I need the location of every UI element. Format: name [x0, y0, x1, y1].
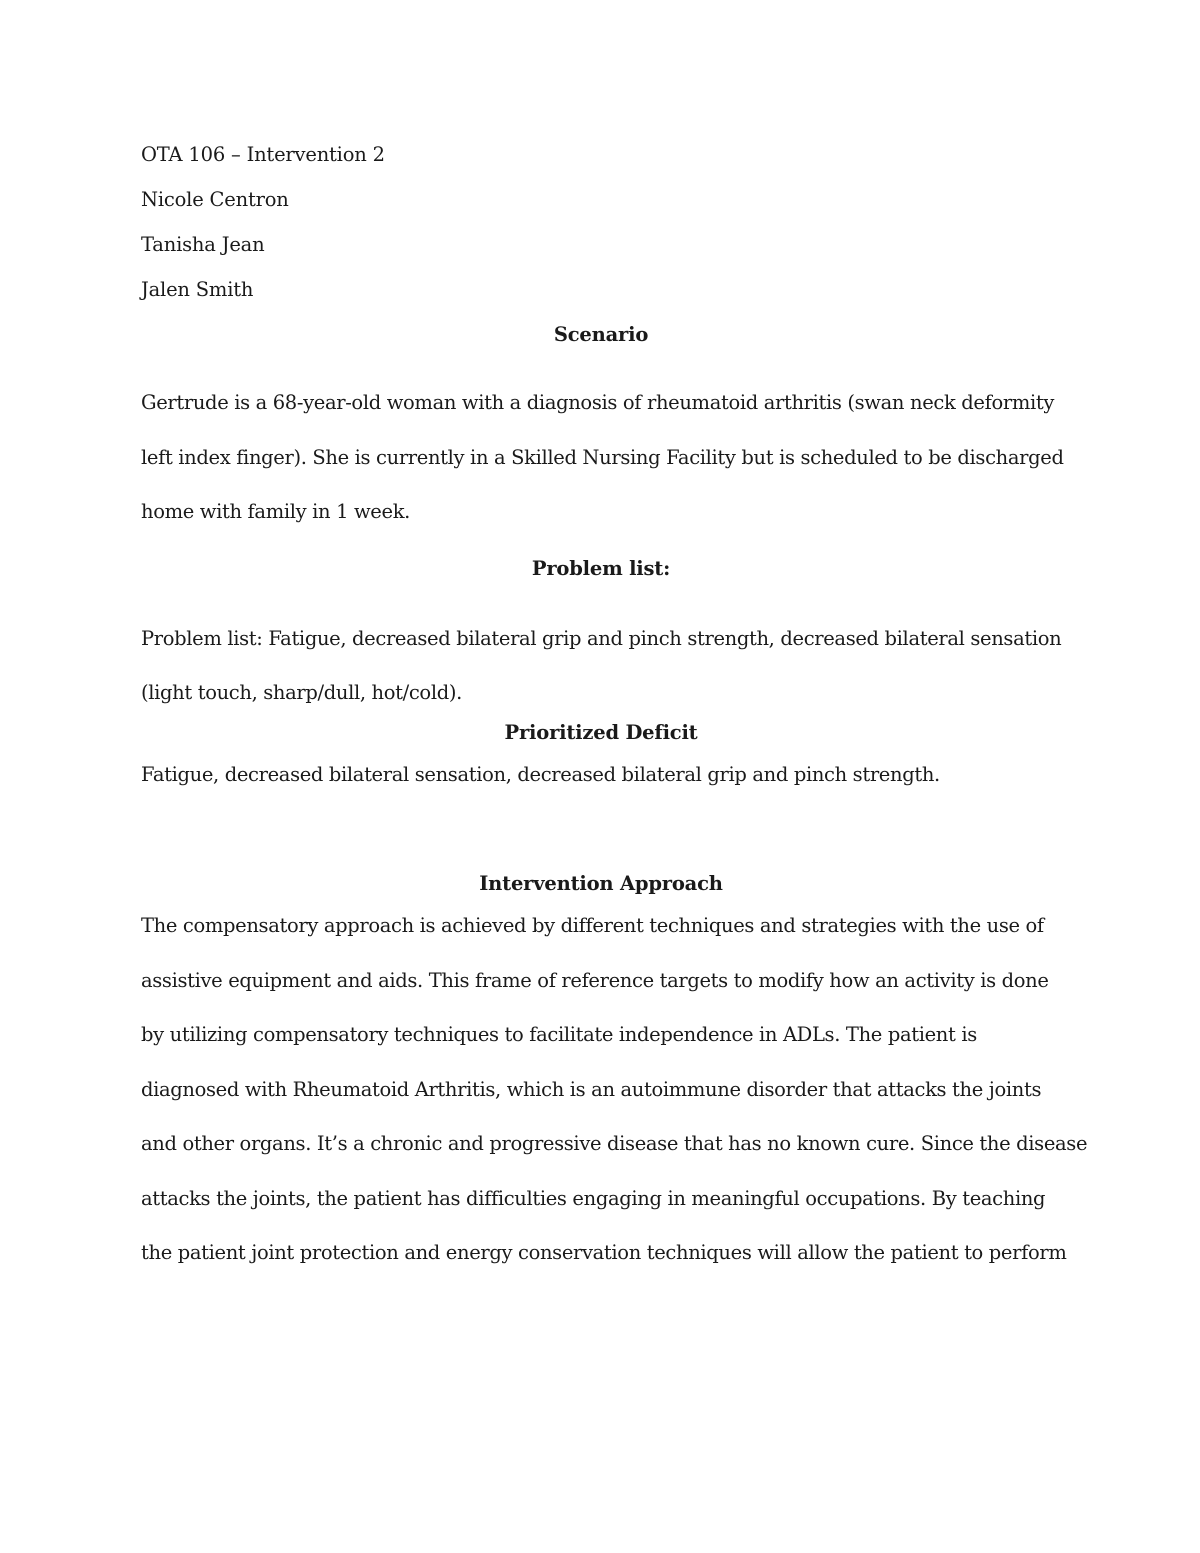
author-name: Jalen Smith: [141, 278, 254, 301]
course-title: OTA 106 – Intervention 2: [141, 143, 385, 166]
section-heading-intervention-approach: Intervention Approach: [479, 872, 723, 895]
paragraph-line: the patient joint protection and energy conservation techniques will allow the patient to perform: [141, 1241, 1067, 1264]
scenario-paragraph: [141, 376, 1064, 540]
author-name: Nicole Centron: [141, 188, 289, 211]
document-body: [141, 140, 1088, 1281]
paragraph-line: and other organs. It’s a chronic and progressive disease that has no known cure. Since the disease: [141, 1132, 1088, 1155]
author-name: Tanisha Jean: [141, 233, 265, 256]
paragraph-line: The compensatory approach is achieved by different techniques and strategies with the use of: [141, 914, 1044, 937]
section-heading-scenario: Scenario: [553, 323, 649, 346]
paragraph-line: left index finger). She is currently in a Skilled Nursing Facility but is scheduled to be discharged: [141, 445, 1064, 469]
paragraph-line: Problem list: Fatigue, decreased bilateral grip and pinch strength, decreased bilateral sensation: [141, 626, 1062, 650]
paragraph-line: diagnosed with Rheumatoid Arthritis, which is an autoimmune disorder that attacks the joints: [141, 1077, 1042, 1101]
paragraph-line: Gertrude is a 68-year-old woman with a diagnosis of rheumatoid arthritis (swan neck deformity: [141, 391, 1055, 414]
paragraph-line: attacks the joints, the patient has difficulties engaging in meaningful occupations. By teaching: [141, 1186, 1046, 1210]
section-heading-problem-list: Problem list:: [531, 556, 671, 580]
paragraph-line: (light touch, sharp/dull, hot/cold).: [141, 681, 462, 704]
paragraph-line: Fatigue, decreased bilateral sensation, decreased bilateral grip and pinch strength.: [141, 762, 940, 786]
intervention-approach-paragraph: [141, 899, 1088, 1281]
paragraph-line: home with family in 1 week.: [141, 500, 411, 523]
problem-list-paragraph: [141, 612, 1061, 721]
section-heading-prioritized-deficit: Prioritized Deficit: [504, 720, 698, 744]
prioritized-deficit-paragraph: [141, 748, 1061, 803]
paragraph-line: assistive equipment and aids. This frame of reference targets to modify how an activity is done: [141, 968, 1049, 992]
paragraph-line: by utilizing compensatory techniques to facilitate independence in ADLs. The patient is: [141, 1023, 977, 1046]
